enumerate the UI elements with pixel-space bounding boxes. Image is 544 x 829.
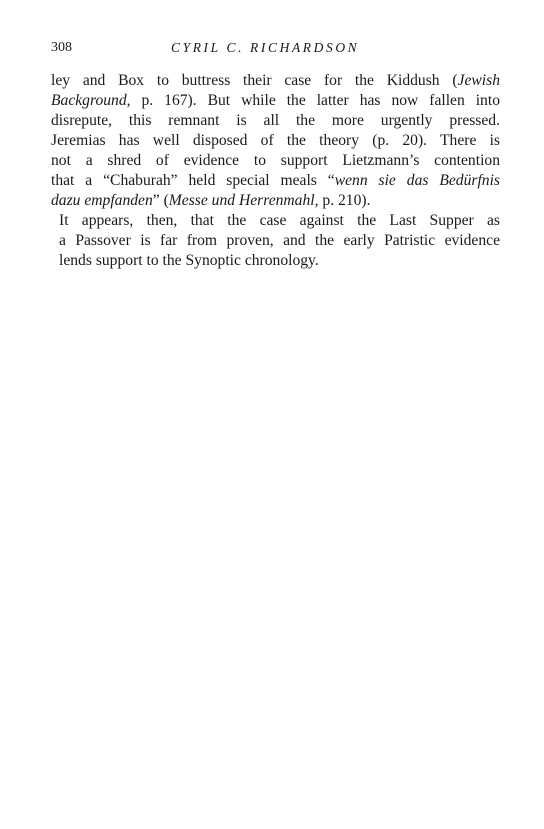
text-line	[51, 111, 500, 131]
italic-text: dazu empfanden	[51, 192, 153, 209]
body-text	[51, 71, 500, 271]
italic-text: Jewish	[457, 72, 500, 89]
running-head	[51, 40, 500, 62]
italic-text: wenn sie das Bedürfnis	[334, 172, 500, 189]
text-run: lends support to the Synoptic chronology.	[59, 252, 319, 269]
italic-text: Messe und Herrenmahl,	[168, 192, 319, 209]
text-run: disrepute, this remnant is all the more urgently pressed.	[51, 112, 500, 129]
text-line	[51, 171, 500, 191]
text-line	[51, 191, 500, 211]
text-run: a Passover is far from proven, and the early Patristic evidence	[59, 232, 500, 249]
text-line	[51, 211, 500, 231]
text-line	[51, 251, 500, 271]
italic-text: Background,	[51, 92, 131, 109]
text-run: that a “Chaburah” held special meals “	[51, 172, 335, 189]
running-head-author: CYRIL C. RICHARDSON	[171, 40, 360, 55]
text-run: ley and Box to buttress their case for the Kiddush (	[51, 72, 458, 89]
text-run: p. 210).	[318, 192, 371, 209]
paragraph	[51, 71, 500, 211]
text-run: ” (	[152, 192, 169, 209]
page	[51, 40, 500, 271]
text-line	[51, 151, 500, 171]
text-run: p. 167). But while the latter has now fallen into	[130, 92, 500, 109]
text-run: Jeremias has well disposed of the theory (p. 20). There is	[51, 132, 500, 149]
text-line	[51, 131, 500, 151]
text-run: It appears, then, that the case against the Last Supper as	[59, 212, 500, 229]
text-run: not a shred of evidence to support Lietzmann’s contention	[51, 152, 500, 169]
text-line	[51, 91, 500, 111]
text-line	[51, 231, 500, 251]
text-line	[51, 71, 500, 91]
paragraph	[51, 211, 500, 271]
page-number: 308	[51, 40, 72, 55]
